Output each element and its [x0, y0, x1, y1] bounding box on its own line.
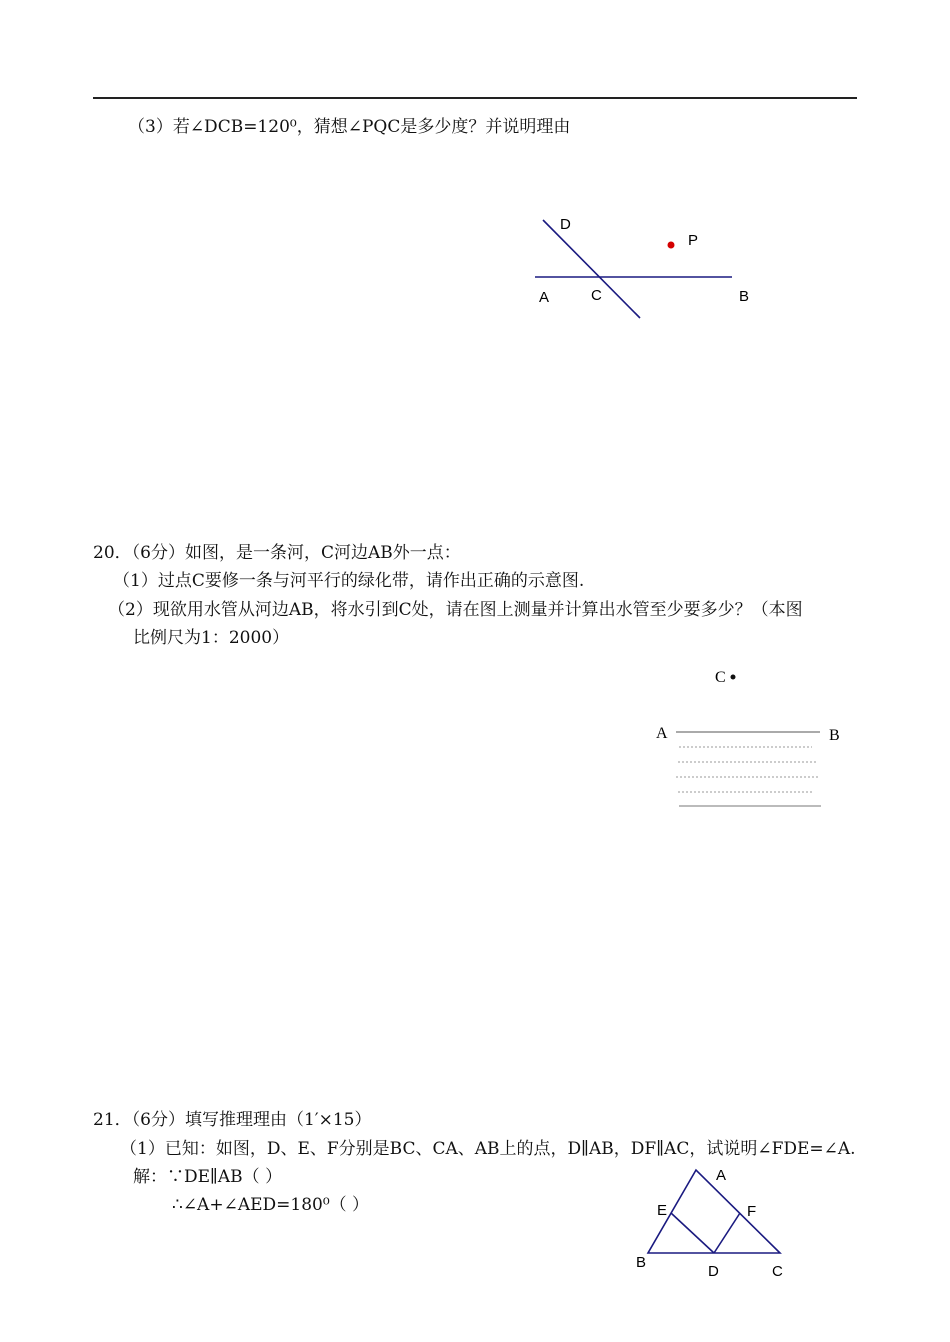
q20-part2-line2: 比例尺为1：2000） [133, 628, 290, 648]
q21-title: 21．（6分）填写推理理由（1′×15） [93, 1110, 372, 1130]
label-a: A [656, 725, 668, 742]
triangle-abc [648, 1170, 780, 1253]
label-a: A [716, 1167, 727, 1184]
label-f: F [747, 1203, 757, 1220]
segment-df [714, 1213, 740, 1253]
point-c [731, 675, 736, 680]
q20-title: 20．（6分）如图，是一条河，C河边AB外一点： [93, 543, 461, 563]
header-rule [93, 97, 857, 99]
q19-figure [520, 205, 780, 335]
q21-solution-line2: ∴∠A+∠AED=180⁰（ ） [172, 1195, 370, 1215]
label-d: D [708, 1263, 719, 1280]
label-p: P [688, 232, 699, 249]
label-b: B [829, 727, 840, 744]
q21-solution-line1: 解：∵DE∥AB（ ） [133, 1167, 283, 1187]
label-c: C [772, 1263, 783, 1280]
label-b: B [636, 1254, 647, 1271]
label-a: A [539, 289, 550, 306]
q20-part2-line1: （2）现欲用水管从河边AB，将水引到C处，请在图上测量并计算出水管至少要多少？（本图 [108, 600, 803, 620]
point-p [668, 242, 675, 249]
label-e: E [657, 1202, 668, 1219]
segment-ed [671, 1213, 714, 1253]
q19-part3-text: （3）若∠DCB=120⁰，猜想∠PQC是多少度？并说明理由 [128, 117, 571, 137]
q20-river-figure [645, 660, 850, 815]
label-d: D [560, 216, 571, 233]
label-c: C [715, 669, 726, 686]
q21-part1: （1）已知：如图，D、E、F分别是BC、CA、AB上的点，D∥AB，DF∥AC，试说明∠FDE=∠A. [120, 1139, 856, 1159]
label-b: B [739, 288, 750, 305]
q21-triangle-figure [625, 1160, 800, 1285]
q20-part1: （1）过点C要修一条与河平行的绿化带，请作出正确的示意图. [113, 571, 585, 591]
label-c: C [591, 287, 602, 304]
